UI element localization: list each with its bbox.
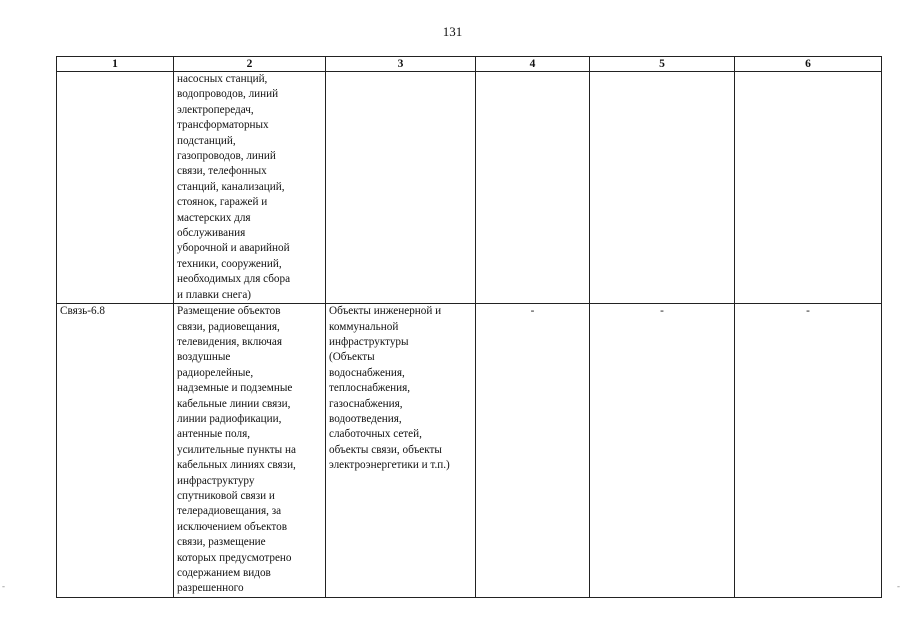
column-header-1: 1 — [57, 57, 174, 72]
column-header-6: 6 — [735, 57, 882, 72]
row-1-col6 — [735, 72, 882, 304]
land-use-table — [56, 56, 882, 598]
page-number: 131 — [442, 24, 463, 39]
column-header-5: 5 — [590, 57, 735, 72]
column-header-4: 4 — [476, 57, 590, 72]
row-2-col5: - — [590, 304, 735, 598]
row-2-objects: Объекты инженерной и коммунальной инфраструктуры (Объекты водоснабжения, теплоснабжения, газоснабжения, водоотведения, слаботочных сетей, объекты связи, объекты электроэнергетики и т.п.) — [326, 304, 476, 598]
row-2-description: Размещение объектов связи, радиовещания, телевидения, включая воздушные радиорелейные, надземные и подземные кабельные линии связи, линии радиофикации, антенные поля, усилительные пункты на кабельных линиях связи, инфраструктуру спутниковой связи и телерадиовещания, за исключением объектов связи, размещение которых предусмотрено содержанием видов разрешенного — [174, 304, 326, 598]
margin-mark-right: - — [897, 581, 900, 591]
row-2-code: Связь-6.8 — [57, 304, 174, 598]
row-1-col5 — [590, 72, 735, 304]
margin-mark-left: - — [2, 581, 5, 591]
row-2-col4: - — [476, 304, 590, 598]
table-row — [57, 72, 882, 304]
table-header-row — [57, 57, 882, 72]
table-row — [57, 304, 882, 598]
row-1-col4 — [476, 72, 590, 304]
row-1-objects — [326, 72, 476, 304]
row-2-col6: - — [735, 304, 882, 598]
column-header-2: 2 — [174, 57, 326, 72]
row-1-code — [57, 72, 174, 304]
column-header-3: 3 — [326, 57, 476, 72]
row-1-description: насосных станций, водопроводов, линий электропередач, трансформаторных подстанций, газопроводов, линий связи, телефонных станций, канализаций, стоянок, гаражей и мастерских для обслуживания уборочной и аварийной техники, сооружений, необходимых для сбора и плавки снега) — [174, 72, 326, 304]
